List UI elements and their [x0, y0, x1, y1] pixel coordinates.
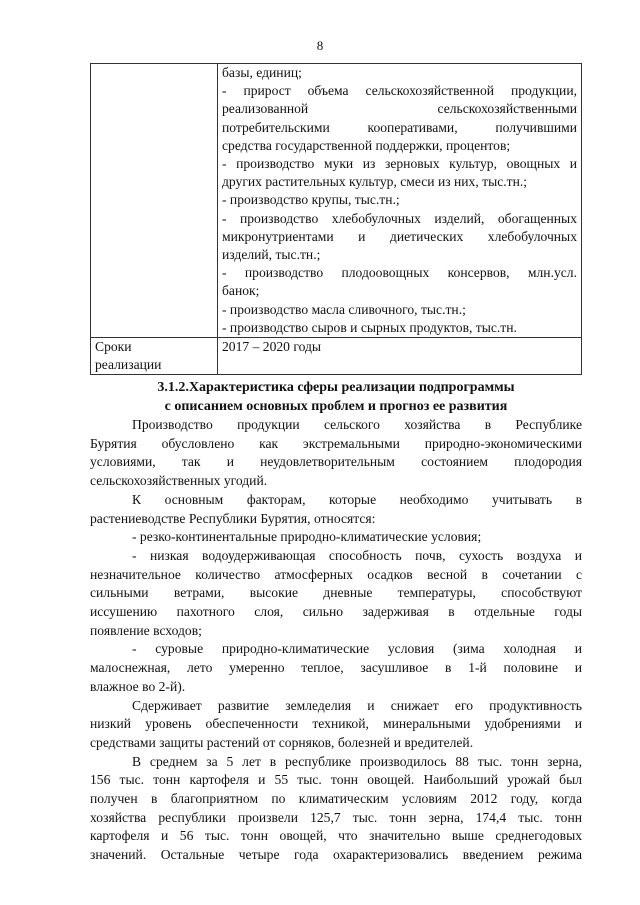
paragraph-line: хозяйства республики произвели 125,7 тыс. тонн зерна, 174,4 тыс. тонн: [90, 809, 582, 825]
deadline-label-line: реализации: [95, 357, 162, 373]
paragraph-line: сильными ветрами, высокие дневные температуры, способствуют: [90, 585, 582, 601]
indicator-line: реализованной сельскохозяйственными: [222, 101, 577, 117]
indicator-line: микронутриентами и диетических хлебобулочных: [222, 228, 577, 244]
table-cell-empty: [91, 64, 218, 338]
indicator-line: банок;: [222, 283, 260, 299]
paragraph-line: получен в благоприятном по климатическим условиям 2012 году, когда: [90, 791, 582, 807]
paragraph-line: К основным факторам, которые необходимо учитывать в: [132, 491, 582, 507]
indicator-line: - производство масла сливочного, тыс.тн.;: [222, 301, 466, 317]
paragraph-line: средствами защиты растений от сорняков, болезней и вредителей.: [90, 734, 474, 750]
deadline-value: 2017 – 2020 годы: [222, 339, 322, 355]
paragraph-line: - суровые природно-климатические условия (зима холодная и: [132, 641, 582, 657]
paragraph-line: появление всходов;: [90, 622, 202, 638]
table-row-indicators: [91, 64, 582, 338]
section-heading-line: 3.1.2.Характеристика сферы реализации подпрограммы: [157, 380, 515, 395]
paragraph-line: влажное во 2-й).: [90, 678, 186, 694]
paragraph-line: условиями, так и неудовлетворительным состоянием плодородия: [90, 454, 582, 470]
deadline-label-cell: [91, 338, 218, 375]
paragraph-line: значений. Остальные четыре года охарактеризовались введением режима: [90, 847, 582, 863]
indicator-line: других растительных культур, смеси из них, тыс.тн.;: [222, 174, 528, 190]
deadline-label-line: Сроки: [95, 339, 132, 355]
section-heading-line: с описанием основных проблем и прогноз ее развития: [164, 399, 508, 414]
deadline-value-cell: [218, 338, 582, 375]
paragraph-line: - резко-континентальные природно-климатические условия;: [132, 529, 482, 545]
paragraph-line: Бурятия обусловлено как экстремальными природно-экономическими: [90, 435, 582, 451]
paragraph-line: - низкая водоудерживающая способность почв, сухость воздуха и: [132, 547, 582, 563]
paragraph-line: незначительное количество атмосферных осадков весной в сочетании с: [90, 566, 582, 582]
paragraph-line: В среднем за 5 лет в республике производилось 88 тыс. тонн зерна,: [132, 753, 582, 769]
indicator-line: - производство крупы, тыс.тн.;: [222, 192, 400, 208]
indicator-line: изделий, тыс.тн.;: [222, 247, 321, 263]
paragraph-line: низкий уровень обеспеченности техникой, минеральными удобрениями и: [90, 716, 582, 732]
indicator-line: средства государственной поддержки, процентов;: [222, 137, 511, 153]
paragraph-line: малоснежная, лето умеренно теплое, засушливое в 1-й половине и: [90, 660, 582, 676]
indicator-line: - производство хлебобулочных изделий, обогащенных: [222, 210, 577, 226]
indicator-line: потребительскими кооперативами, получившими: [222, 119, 577, 135]
body-text: [90, 416, 582, 865]
paragraph-line: Сдерживает развитие земледелия и снижает его продуктивность: [132, 697, 582, 713]
paragraph-line: 156 тыс. тонн картофеля и 55 тыс. тонн овощей. Наибольший урожай был: [90, 772, 582, 788]
indicator-line: - производство плодоовощных консервов, млн.усл.: [222, 265, 577, 281]
paragraph-line: картофеля и 56 тыс. тонн овощей, что значительно выше среднегодовых: [90, 828, 582, 844]
indicator-line: - прирост объема сельскохозяйственной продукции,: [222, 83, 577, 99]
indicator-line: - производство муки из зерновых культур, овощных и: [222, 156, 577, 172]
section-heading: [90, 378, 582, 416]
indicators-cell: [218, 64, 582, 338]
paragraph-line: сельскохозяйственных угодий.: [90, 473, 268, 489]
passport-table: [90, 63, 582, 375]
indicator-line: базы, единиц;: [222, 65, 302, 80]
paragraph-line: Производство продукции сельского хозяйства в Республике: [132, 417, 582, 432]
paragraph-line: иссушению пахотного слоя, сильно задерживая в отдельные годы: [90, 604, 582, 620]
table-row-deadline: [91, 338, 582, 375]
paragraph-line: растениеводстве Республики Бурятия, относятся:: [90, 510, 376, 526]
indicator-line: - производство сыров и сырных продуктов, тыс.тн.: [222, 319, 517, 335]
page-number: 8: [316, 38, 324, 53]
